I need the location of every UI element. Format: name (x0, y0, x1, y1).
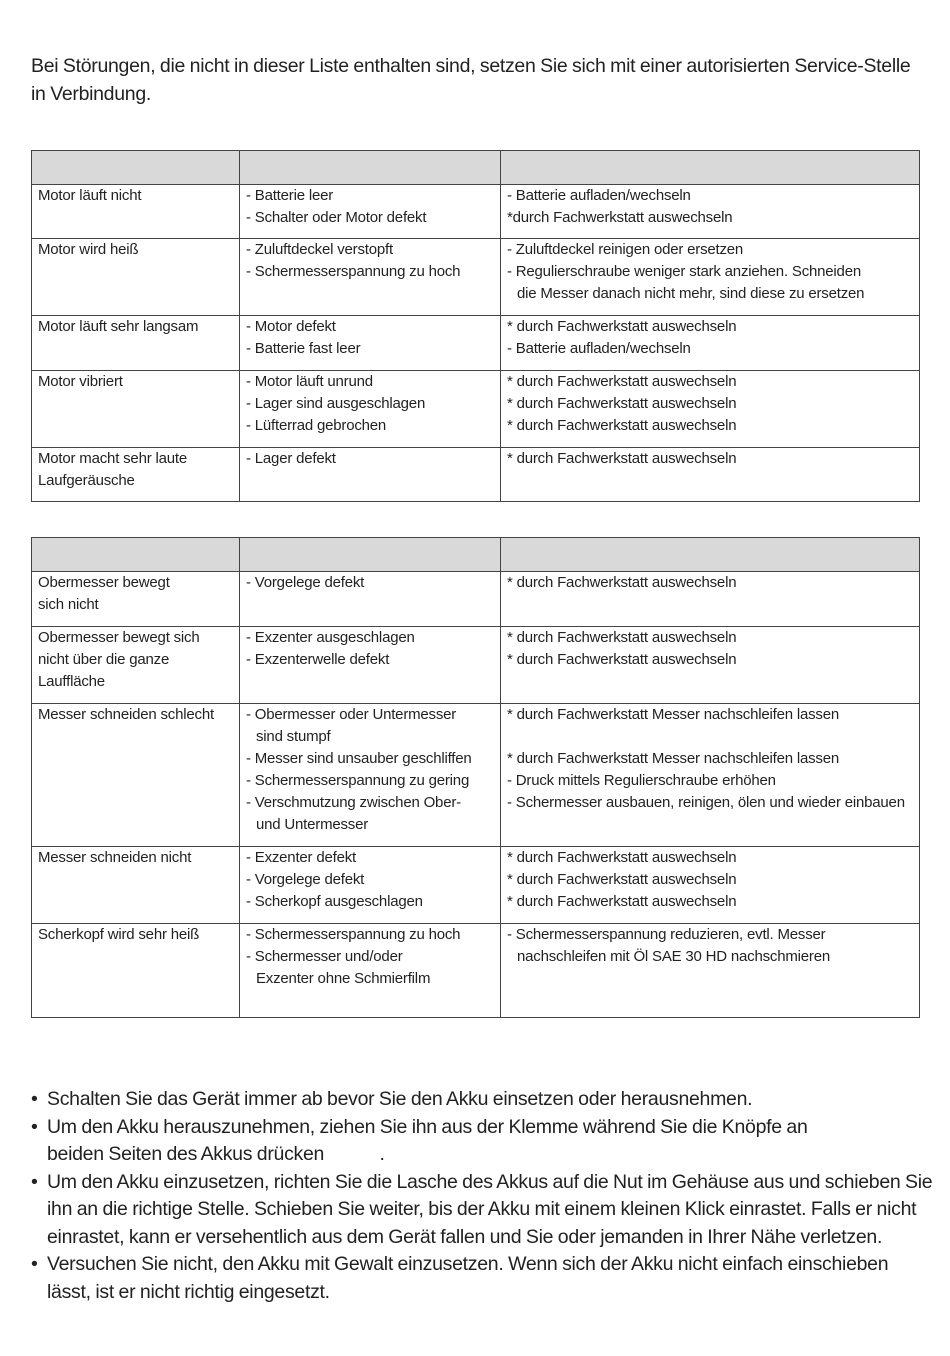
table-row (32, 924, 920, 1018)
cell-remedy (501, 448, 920, 502)
cell-remedy (501, 185, 920, 239)
cause-line: - Schalter oder Motor defekt (246, 209, 427, 226)
header-problem (32, 538, 240, 572)
cause-line: - Schermesser und/oder (246, 948, 403, 965)
cell-cause (240, 924, 501, 1018)
cause-line: sind stumpf (256, 728, 331, 745)
cell-remedy (501, 239, 920, 316)
table-row (32, 847, 920, 924)
note-item (31, 1251, 923, 1306)
cell-problem (32, 316, 240, 371)
header-cause (240, 538, 501, 572)
cause-line: Exzenter ohne Schmierfilm (256, 970, 431, 987)
cell-remedy (501, 316, 920, 371)
note-line: einrastet, kann er versehentlich aus dem Gerät fallen und Sie oder jemanden in Ihrer Nähe verletzen. (47, 1225, 883, 1248)
note-line: ihn an die richtige Stelle. Schieben Sie weiter, bis der Akku mit einem kleinen Klick einrastet. Falls er nicht (47, 1198, 917, 1220)
cell-cause (240, 371, 501, 448)
problem-line: Obermesser bewegt (38, 574, 170, 591)
remedy-line: * durch Fachwerkstatt auswechseln (507, 871, 737, 888)
header-cause (240, 151, 501, 185)
problem-line: nicht über die ganze (38, 651, 170, 668)
remedy-line: - Druck mittels Regulierschraube erhöhen (507, 772, 776, 789)
remedy-line: - Regulierschraube weniger stark anziehen. Schneiden (507, 263, 861, 280)
cause-line: - Messer sind unsauber geschliffen (246, 750, 472, 767)
remedy-line: * durch Fachwerkstatt auswechseln (507, 849, 737, 866)
cell-problem (32, 185, 240, 239)
problem-line: Messer schneiden nicht (38, 849, 192, 866)
problem-line: sich nicht (38, 596, 99, 613)
remedy-line: * durch Fachwerkstatt auswechseln (507, 574, 737, 591)
remedy-line (507, 726, 913, 748)
cell-remedy (501, 627, 920, 704)
remedy-line: *durch Fachwerkstatt auswechseln (507, 209, 733, 226)
bullet-icon: • (31, 1088, 38, 1110)
cell-cause (240, 627, 501, 704)
problem-line: Motor wird heiß (38, 241, 139, 258)
table-row (32, 448, 920, 502)
problem-line: Motor läuft sehr langsam (38, 318, 199, 335)
cell-cause (240, 448, 501, 502)
cause-line: - Batterie leer (246, 187, 334, 204)
problem-line: Scherkopf wird sehr heiß (38, 926, 200, 943)
battery-notes-list (31, 1086, 933, 1306)
remedy-line: * durch Fachwerkstatt auswechseln (507, 318, 737, 335)
note-line: Um den Akku einzusetzen, richten Sie die Lasche des Akkus auf die Nut im Gehäuse aus und schieben Sie (47, 1170, 933, 1193)
remedy-line: * durch Fachwerkstatt auswechseln (507, 651, 737, 668)
cell-cause (240, 316, 501, 371)
table-row (32, 704, 920, 847)
cause-line: - Scherkopf ausgeschlagen (246, 893, 423, 910)
note-item (31, 1114, 923, 1169)
note-line: lässt, ist er nicht richtig eingesetzt. (47, 1280, 330, 1303)
remedy-line: - Schermesser ausbauen, reinigen, ölen und wieder einbauen (507, 794, 905, 811)
cause-line: - Lager defekt (246, 450, 336, 467)
cell-problem (32, 704, 240, 847)
remedy-line: * durch Fachwerkstatt auswechseln (507, 417, 737, 434)
cause-line: - Schermesserspannung zu hoch (246, 263, 461, 280)
cause-line: - Obermesser oder Untermesser (246, 706, 457, 723)
cell-remedy (501, 704, 920, 847)
remedy-line: * durch Fachwerkstatt auswechseln (507, 893, 737, 910)
remedy-line: - Schermesserspannung reduzieren, evtl. Messer (507, 926, 826, 943)
header-problem (32, 151, 240, 185)
note-line: Schalten Sie das Gerät immer ab bevor Sie den Akku einsetzen oder herausnehmen. (47, 1088, 753, 1110)
cell-remedy (501, 572, 920, 627)
cause-line: - Schermesserspannung zu hoch (246, 926, 461, 943)
note-item (31, 1169, 933, 1252)
cell-cause (240, 704, 501, 847)
note-line: Um den Akku herauszunehmen, ziehen Sie ihn aus der Klemme während Sie die Knöpfe an (47, 1115, 808, 1138)
table-row (32, 371, 920, 448)
remedy-line: - Zuluftdeckel reinigen oder ersetzen (507, 241, 744, 258)
remedy-line: * durch Fachwerkstatt auswechseln (507, 629, 737, 646)
cause-line: - Verschmutzung zwischen Ober- (246, 794, 461, 811)
cause-line: - Vorgelege defekt (246, 871, 365, 888)
cell-cause (240, 847, 501, 924)
remedy-line: - Batterie aufladen/wechseln (507, 340, 691, 357)
table-row (32, 627, 920, 704)
cause-line: - Lüfterrad gebrochen (246, 417, 387, 434)
remedy-line: die Messer danach nicht mehr, sind diese zu ersetzen (517, 285, 865, 302)
cause-line: - Exzenterwelle defekt (246, 651, 390, 668)
table-row (32, 316, 920, 371)
problem-line: Motor macht sehr laute (38, 450, 187, 467)
troubleshooting-table-blades (31, 537, 920, 1018)
cause-line: - Vorgelege defekt (246, 574, 365, 591)
cause-line: - Exzenter defekt (246, 849, 356, 866)
table-row (32, 239, 920, 316)
table-header-row (32, 151, 920, 185)
cause-line: - Motor läuft unrund (246, 373, 373, 390)
bullet-icon: • (31, 1253, 38, 1275)
problem-line: Messer schneiden schlecht (38, 706, 214, 723)
header-remedy (501, 538, 920, 572)
problem-line: Laufgeräusche (38, 472, 135, 489)
note-item (31, 1086, 923, 1114)
cause-line: - Exzenter ausgeschlagen (246, 629, 415, 646)
remedy-line: * durch Fachwerkstatt auswechseln (507, 373, 737, 390)
cell-remedy (501, 924, 920, 1018)
problem-line: Motor läuft nicht (38, 187, 142, 204)
cell-problem (32, 627, 240, 704)
cell-remedy (501, 371, 920, 448)
cell-cause (240, 239, 501, 316)
remedy-line: * durch Fachwerkstatt Messer nachschleifen lassen (507, 750, 840, 767)
cell-problem (32, 371, 240, 448)
remedy-line: * durch Fachwerkstatt Messer nachschleifen lassen (507, 706, 840, 723)
cause-line: - Zuluftdeckel verstopft (246, 241, 393, 258)
troubleshooting-table-motor (31, 150, 920, 502)
table-header-row (32, 538, 920, 572)
cell-cause (240, 572, 501, 627)
intro-text: Bei Störungen, die nicht in dieser Liste enthalten sind, setzen Sie sich mit einer autorisierten Service-Stelle in Verbindung. (31, 55, 911, 105)
bullet-icon: • (31, 1170, 38, 1193)
problem-line: Lauffläche (38, 673, 105, 690)
problem-line: Obermesser bewegt sich (38, 629, 200, 646)
note-line: Versuchen Sie nicht, den Akku mit Gewalt einzusetzen. Wenn sich der Akku nicht einfach einschieben (47, 1253, 889, 1275)
cause-line: und Untermesser (256, 816, 369, 833)
cell-problem (32, 924, 240, 1018)
remedy-line: * durch Fachwerkstatt auswechseln (507, 450, 737, 467)
cause-line: - Schermesserspannung zu gering (246, 772, 470, 789)
remedy-line: * durch Fachwerkstatt auswechseln (507, 395, 737, 412)
table-row (32, 185, 920, 239)
header-remedy (501, 151, 920, 185)
problem-line: Motor vibriert (38, 373, 123, 390)
note-line: beiden Seiten des Akkus drücken . (47, 1143, 385, 1165)
cell-problem (32, 847, 240, 924)
cause-line: - Lager sind ausgeschlagen (246, 395, 426, 412)
bullet-icon: • (31, 1115, 38, 1138)
cell-problem (32, 448, 240, 502)
cell-problem (32, 572, 240, 627)
table-row (32, 572, 920, 627)
cell-problem (32, 239, 240, 316)
cause-line: - Batterie fast leer (246, 340, 361, 357)
cell-remedy (501, 847, 920, 924)
cell-cause (240, 185, 501, 239)
remedy-line: - Batterie aufladen/wechseln (507, 187, 691, 204)
cause-line: - Motor defekt (246, 318, 336, 335)
remedy-line: nachschleifen mit Öl SAE 30 HD nachschmieren (517, 948, 831, 965)
